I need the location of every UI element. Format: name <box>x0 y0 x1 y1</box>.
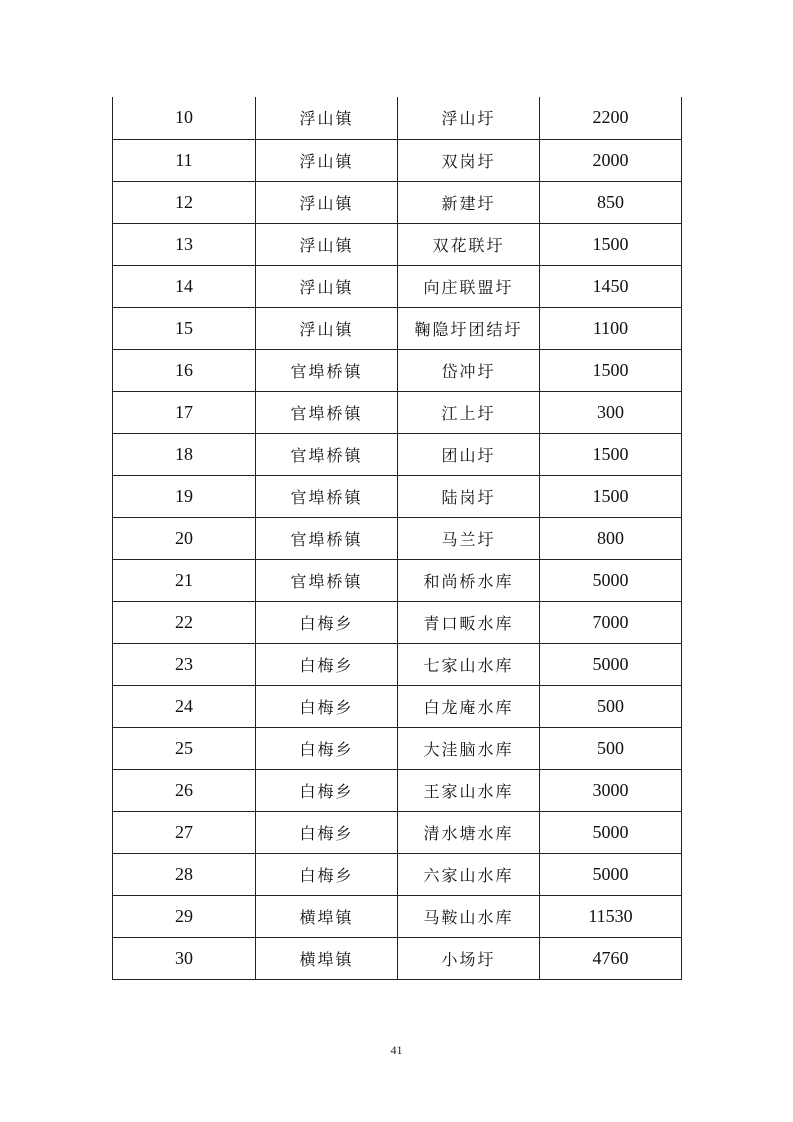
cell-town: 白梅乡 <box>256 769 398 811</box>
cell-town: 白梅乡 <box>256 601 398 643</box>
cell-name: 鞠隐圩团结圩 <box>398 307 540 349</box>
cell-number: 27 <box>113 811 256 853</box>
cell-town: 官埠桥镇 <box>256 391 398 433</box>
table-row <box>113 727 682 769</box>
cell-town: 白梅乡 <box>256 643 398 685</box>
cell-number: 23 <box>113 643 256 685</box>
cell-value: 1500 <box>540 433 682 475</box>
cell-number: 26 <box>113 769 256 811</box>
cell-number: 20 <box>113 517 256 559</box>
cell-town: 官埠桥镇 <box>256 349 398 391</box>
cell-number: 29 <box>113 895 256 937</box>
cell-name: 双花联圩 <box>398 223 540 265</box>
cell-town: 浮山镇 <box>256 139 398 181</box>
cell-name: 向庄联盟圩 <box>398 265 540 307</box>
cell-value: 1450 <box>540 265 682 307</box>
cell-value: 300 <box>540 391 682 433</box>
cell-number: 16 <box>113 349 256 391</box>
cell-value: 500 <box>540 727 682 769</box>
cell-number: 11 <box>113 139 256 181</box>
table-row <box>113 643 682 685</box>
cell-number: 30 <box>113 937 256 979</box>
cell-name: 白龙庵水库 <box>398 685 540 727</box>
cell-value: 1500 <box>540 349 682 391</box>
table-row <box>113 601 682 643</box>
cell-value: 1500 <box>540 223 682 265</box>
cell-number: 12 <box>113 181 256 223</box>
cell-name: 大洼脑水库 <box>398 727 540 769</box>
table-row <box>113 937 682 979</box>
table-row <box>113 811 682 853</box>
cell-number: 14 <box>113 265 256 307</box>
cell-number: 25 <box>113 727 256 769</box>
table-row <box>113 895 682 937</box>
table-row <box>113 475 682 517</box>
cell-name: 七家山水库 <box>398 643 540 685</box>
cell-value: 850 <box>540 181 682 223</box>
cell-number: 10 <box>113 97 256 139</box>
table-row <box>113 685 682 727</box>
table-body <box>113 97 682 979</box>
cell-value: 5000 <box>540 559 682 601</box>
cell-value: 3000 <box>540 769 682 811</box>
cell-value: 4760 <box>540 937 682 979</box>
cell-number: 21 <box>113 559 256 601</box>
table-row <box>113 307 682 349</box>
cell-value: 7000 <box>540 601 682 643</box>
cell-value: 5000 <box>540 643 682 685</box>
cell-value: 11530 <box>540 895 682 937</box>
cell-name: 浮山圩 <box>398 97 540 139</box>
cell-name: 双岗圩 <box>398 139 540 181</box>
cell-name: 岱冲圩 <box>398 349 540 391</box>
cell-town: 官埠桥镇 <box>256 475 398 517</box>
data-table-container <box>112 97 681 980</box>
cell-value: 500 <box>540 685 682 727</box>
cell-town: 浮山镇 <box>256 97 398 139</box>
cell-town: 横埠镇 <box>256 937 398 979</box>
table-row <box>113 769 682 811</box>
cell-name: 新建圩 <box>398 181 540 223</box>
cell-value: 5000 <box>540 853 682 895</box>
cell-name: 清水塘水库 <box>398 811 540 853</box>
cell-town: 浮山镇 <box>256 223 398 265</box>
cell-town: 白梅乡 <box>256 853 398 895</box>
cell-value: 1100 <box>540 307 682 349</box>
table-row <box>113 517 682 559</box>
cell-name: 马兰圩 <box>398 517 540 559</box>
table-row <box>113 391 682 433</box>
cell-name: 小场圩 <box>398 937 540 979</box>
table-row <box>113 223 682 265</box>
cell-name: 和尚桥水库 <box>398 559 540 601</box>
page-number: 41 <box>390 1043 403 1057</box>
cell-name: 马鞍山水库 <box>398 895 540 937</box>
cell-town: 白梅乡 <box>256 685 398 727</box>
table-row <box>113 181 682 223</box>
cell-value: 800 <box>540 517 682 559</box>
cell-town: 浮山镇 <box>256 265 398 307</box>
cell-name: 青口畈水库 <box>398 601 540 643</box>
table-row <box>113 559 682 601</box>
cell-town: 官埠桥镇 <box>256 433 398 475</box>
data-table <box>112 97 682 980</box>
cell-name: 王家山水库 <box>398 769 540 811</box>
table-row <box>113 139 682 181</box>
cell-number: 17 <box>113 391 256 433</box>
cell-number: 24 <box>113 685 256 727</box>
cell-number: 13 <box>113 223 256 265</box>
cell-number: 15 <box>113 307 256 349</box>
cell-number: 28 <box>113 853 256 895</box>
cell-name: 团山圩 <box>398 433 540 475</box>
cell-number: 22 <box>113 601 256 643</box>
table-row <box>113 349 682 391</box>
table-row <box>113 97 682 139</box>
cell-town: 官埠桥镇 <box>256 517 398 559</box>
cell-name: 江上圩 <box>398 391 540 433</box>
cell-value: 2000 <box>540 139 682 181</box>
cell-number: 19 <box>113 475 256 517</box>
cell-value: 1500 <box>540 475 682 517</box>
cell-town: 白梅乡 <box>256 727 398 769</box>
cell-town: 浮山镇 <box>256 307 398 349</box>
cell-town: 横埠镇 <box>256 895 398 937</box>
table-row <box>113 433 682 475</box>
cell-value: 5000 <box>540 811 682 853</box>
cell-name: 陆岗圩 <box>398 475 540 517</box>
cell-town: 浮山镇 <box>256 181 398 223</box>
cell-value: 2200 <box>540 97 682 139</box>
table-row <box>113 265 682 307</box>
cell-town: 白梅乡 <box>256 811 398 853</box>
cell-town: 官埠桥镇 <box>256 559 398 601</box>
cell-name: 六家山水库 <box>398 853 540 895</box>
cell-number: 18 <box>113 433 256 475</box>
table-row <box>113 853 682 895</box>
